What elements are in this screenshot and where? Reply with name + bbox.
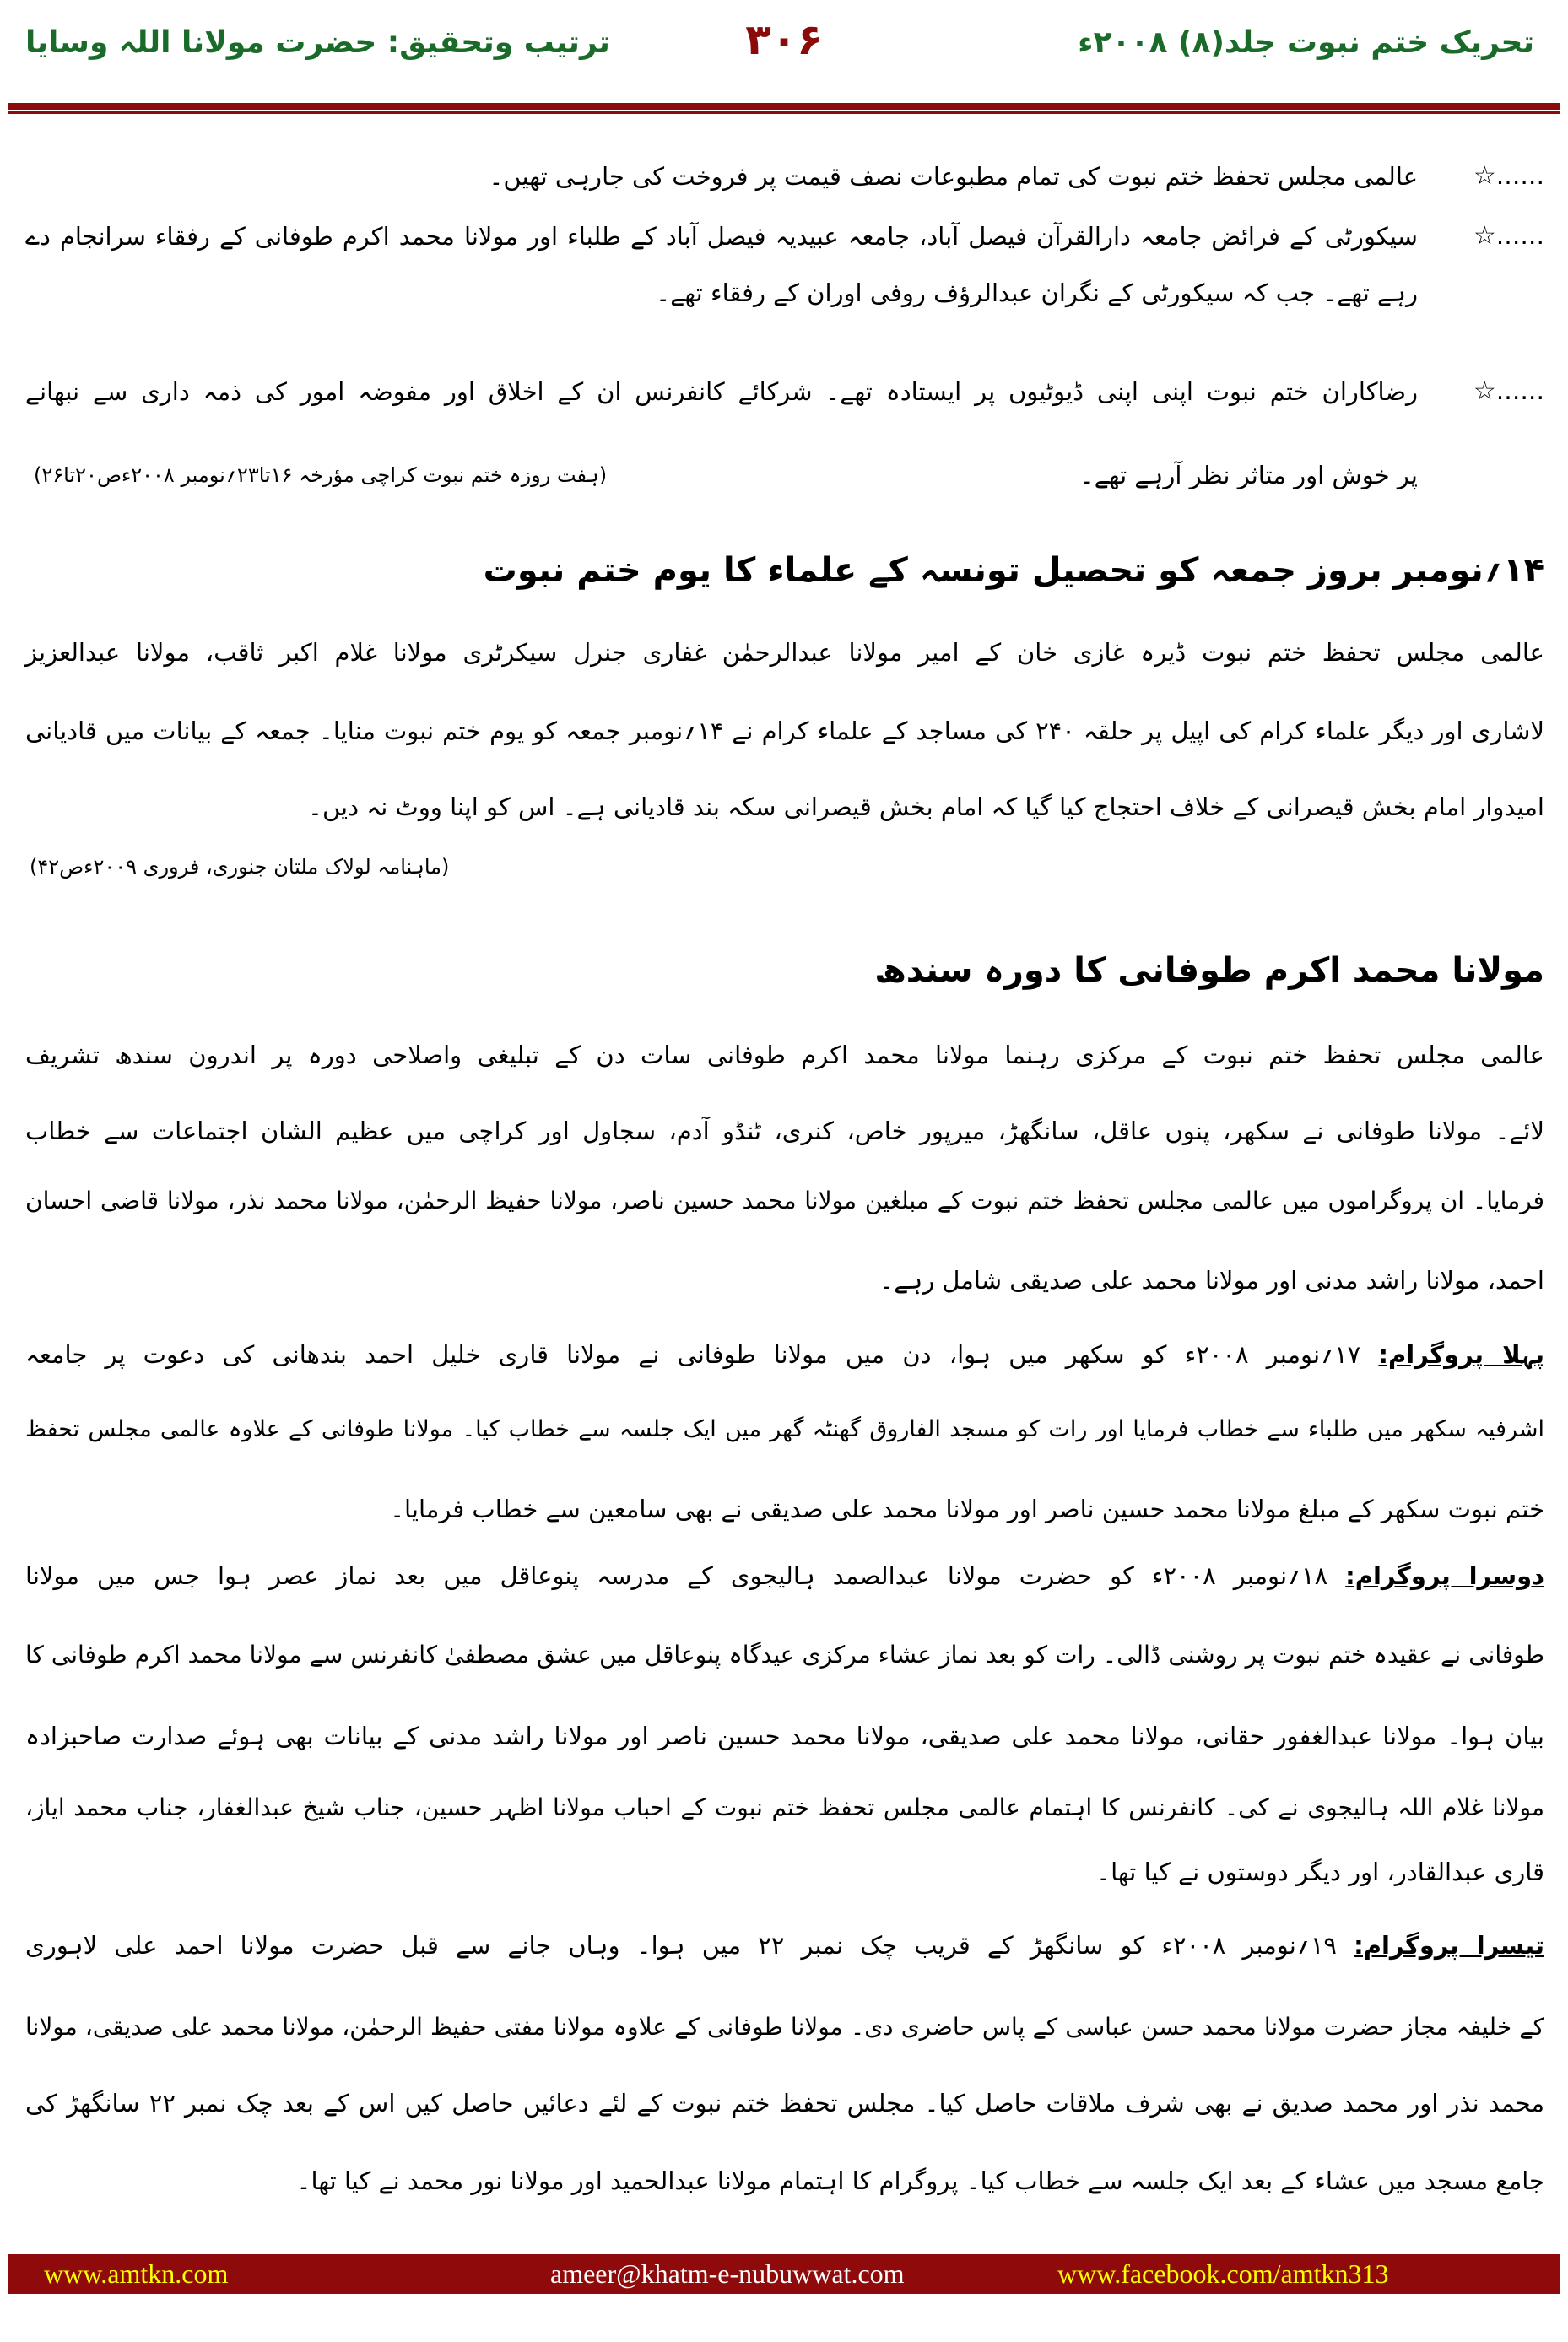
website-link[interactable]: www.amtkn.com [44, 2258, 229, 2289]
bullet-text: پر خوش اور متاثر نظر آرہے تھے۔ [1079, 461, 1418, 489]
bullet-text: رہے تھے۔ جب کہ سیکورٹی کے نگران عبدالرؤف روفی اوران کے رفقاء تھے۔ [656, 279, 1418, 307]
program-line [25, 1550, 1544, 1601]
page-number: ۳۰۶ [745, 15, 823, 64]
paragraph-line: ختم نبوت سکھر کے مبلغ مولانا محمد حسین ناصر اور مولانا محمد علی صدیقی نے بھی سامعین سے خطاب فرمایا۔ [390, 1495, 1544, 1523]
facebook-link[interactable]: www.facebook.com/amtkn313 [1057, 2258, 1389, 2289]
star-bullet-icon: ☆...... [1473, 221, 1544, 251]
paragraph-line: کے خلیفہ مجاز حضرت مولانا محمد حسن عباسی کے پاس حاضری دی۔ مولانا طوفانی کے علاوہ مولانا مفتی حفیظ الرحمٰن، مولانا محمد علی صدیقی، مولانا [25, 2013, 1544, 2041]
compiler-credit: ترتیب وتحقیق: حضرت مولانا اللہ وسایا [25, 25, 610, 60]
paragraph-line: احمد، مولانا راشد مدنی اور مولانا محمد علی صدیقی شامل رہے۔ [879, 1266, 1544, 1295]
program-label: پہلا پروگرام: [1378, 1340, 1544, 1369]
paragraph-line: بیان ہوا۔ مولانا عبدالغفور حقانی، مولانا محمد علی صدیقی، مولانا محمد حسین ناصر اور مولانا راشد مدنی کے بیانات بھی ہوئے صدارت صاحبزادہ [25, 1722, 1544, 1750]
header-divider [8, 103, 1560, 110]
paragraph-line: لائے۔ مولانا طوفانی نے سکھر، پنوں عاقل، سانگھڑ، میرپور خاص، کنری، ٹنڈو آدم، سجاول اور کراچی میں عظیم الشان اجتماعات سے خطاب [25, 1117, 1544, 1145]
paragraph-line: مولانا غلام اللہ ہالیجوی نے کی۔ کانفرنس کا اہتمام عالمی مجلس تحفظ ختم نبوت کے احباب مولانا اظہر حسین، جناب شیخ عبدالغفار، جناب محمد ایاز، [25, 1793, 1544, 1821]
book-title: تحریک ختم نبوت جلد(۸) ۲۰۰۸ء [1078, 25, 1534, 60]
star-bullet-icon: ☆...... [1473, 376, 1544, 406]
email-link[interactable]: ameer@khatm-e-nubuwwat.com [550, 2258, 905, 2289]
paragraph-line: امیدوار امام بخش قیصرانی کے خلاف احتجاج کیا گیا کہ امام بخش قیصرانی سکہ بند قادیانی ہے۔ اس کو اپنا ووٹ نہ دیں۔ [307, 792, 1544, 821]
paragraph-line: لاشاری اور دیگر علماء کرام کی اپیل پر حلقہ ۲۴۰ کی مساجد کے علماء کرام نے ۱۴؍نومبر جمعہ کو یوم ختم نبوت منایا۔ جمعہ کے بیانات میں قادیانی [25, 717, 1544, 745]
section-heading: ۱۴؍نومبر بروز جمعہ کو تحصیل تونسہ کے علماء کا یوم ختم نبوت [483, 551, 1544, 590]
star-bullet-icon: ☆...... [1473, 161, 1544, 191]
paragraph-line: فرمایا۔ ان پروگراموں میں عالمی مجلس تحفظ ختم نبوت کے مبلغین مولانا محمد حسین ناصر، مولانا حفیظ الرحمٰن، مولانا محمد نذر، مولانا قاضی احسان [25, 1187, 1544, 1214]
footer-bar [8, 2254, 1560, 2294]
citation: (ماہنامہ لولاک ملتان جنوری، فروری ۲۰۰۹ءص۴۲) [30, 855, 450, 879]
paragraph-line: جامع مسجد میں عشاء کے بعد ایک جلسہ سے خطاب کیا۔ پروگرام کا اہتمام مولانا عبدالحمید اور مولانا نور محمد نے کیا تھا۔ [296, 2166, 1544, 2195]
program-label: تیسرا پروگرام: [1354, 1931, 1545, 1960]
bullet-text: سیکورٹی کے فرائض جامعہ دارالقرآن فیصل آباد، جامعہ عبیدیہ فیصل آباد کے طلباء اور مولانا محمد اکرم طوفانی کے رفقاء سرانجام دے [25, 222, 1418, 251]
paragraph-line: عالمی مجلس تحفظ ختم نبوت کے مرکزی رہنما مولانا محمد اکرم طوفانی سات دن کے تبلیغی واصلاحی دورہ پر اندرون سندھ تشریف [25, 1041, 1544, 1069]
program-text: ۱۹؍نومبر ۲۰۰۸ء کو سانگھڑ کے قریب چک نمبر ۲۲ میں ہوا۔ وہاں جانے سے قبل حضرت مولانا احمد علی لاہوری [25, 1931, 1354, 1960]
paragraph-line: اشرفیہ سکھر میں طلباء سے خطاب فرمایا اور رات کو مسجد الفاروق گھنٹہ گھر میں ایک جلسہ سے خطاب کیا۔ مولانا طوفانی کے علاوہ عالمی مجلس تحفظ [25, 1416, 1544, 1442]
program-text: ۱۸؍نومبر ۲۰۰۸ء کو حضرت مولانا عبدالصمد ہالیجوی کے مدرسہ پنوعاقل میں بعد نماز عصر ہوا جس میں مولانا [25, 1561, 1346, 1590]
header-divider-thin [8, 111, 1560, 114]
paragraph-line: عالمی مجلس تحفظ ختم نبوت ڈیرہ غازی خان کے امیر مولانا عبدالرحمٰن غفاری جنرل سیکرٹری مولانا غلام اکبر ثاقب، مولانا عبدالعزیز [25, 638, 1544, 667]
program-text: ۱۷؍نومبر ۲۰۰۸ء کو سکھر میں ہوا، دن میں مولانا طوفانی نے مولانا قاری خلیل احمد بندھانی کی دعوت پر جامعہ [25, 1340, 1379, 1369]
citation: (ہفت روزہ ختم نبوت کراچی مؤرخہ ۱۶تا۲۳؍نومبر ۲۰۰۸ءص۲۰تا۲۶) [34, 463, 608, 487]
paragraph-line: محمد نذر اور محمد صدیق نے بھی شرف ملاقات حاصل کیا۔ مجلس تحفظ ختم نبوت کے لئے دعائیں حاصل کیں اس کے بعد چک نمبر ۲۲ سانگھڑ کی [25, 2089, 1545, 2118]
bullet-text: عالمی مجلس تحفظ ختم نبوت کی تمام مطبوعات نصف قیمت پر فروخت کی جارہی تھیں۔ [489, 162, 1418, 191]
program-label: دوسرا پروگرام: [1345, 1561, 1544, 1590]
program-line [25, 1329, 1544, 1380]
paragraph-line: قاری عبدالقادر، اور دیگر دوستوں نے کیا تھا۔ [1096, 1858, 1544, 1886]
bullet-text: رضاکاران ختم نبوت اپنی اپنی ڈیوٹیوں پر ایستادہ تھے۔ شرکائے کانفرنس ان کے اخلاق اور مفوضہ امور کی ذمہ داری سے نبھانے [25, 377, 1418, 406]
program-line [25, 1920, 1544, 1971]
paragraph-line: طوفانی نے عقیدہ ختم نبوت پر روشنی ڈالی۔ رات کو بعد نماز عشاء مرکزی عیدگاہ پنوعاقل میں عشق مصطفیٰ کانفرنس سے مولانا محمد اکرم طوفانی کا [25, 1641, 1544, 1669]
section-heading: مولانا محمد اکرم طوفانی کا دورہ سندھ [874, 951, 1544, 990]
